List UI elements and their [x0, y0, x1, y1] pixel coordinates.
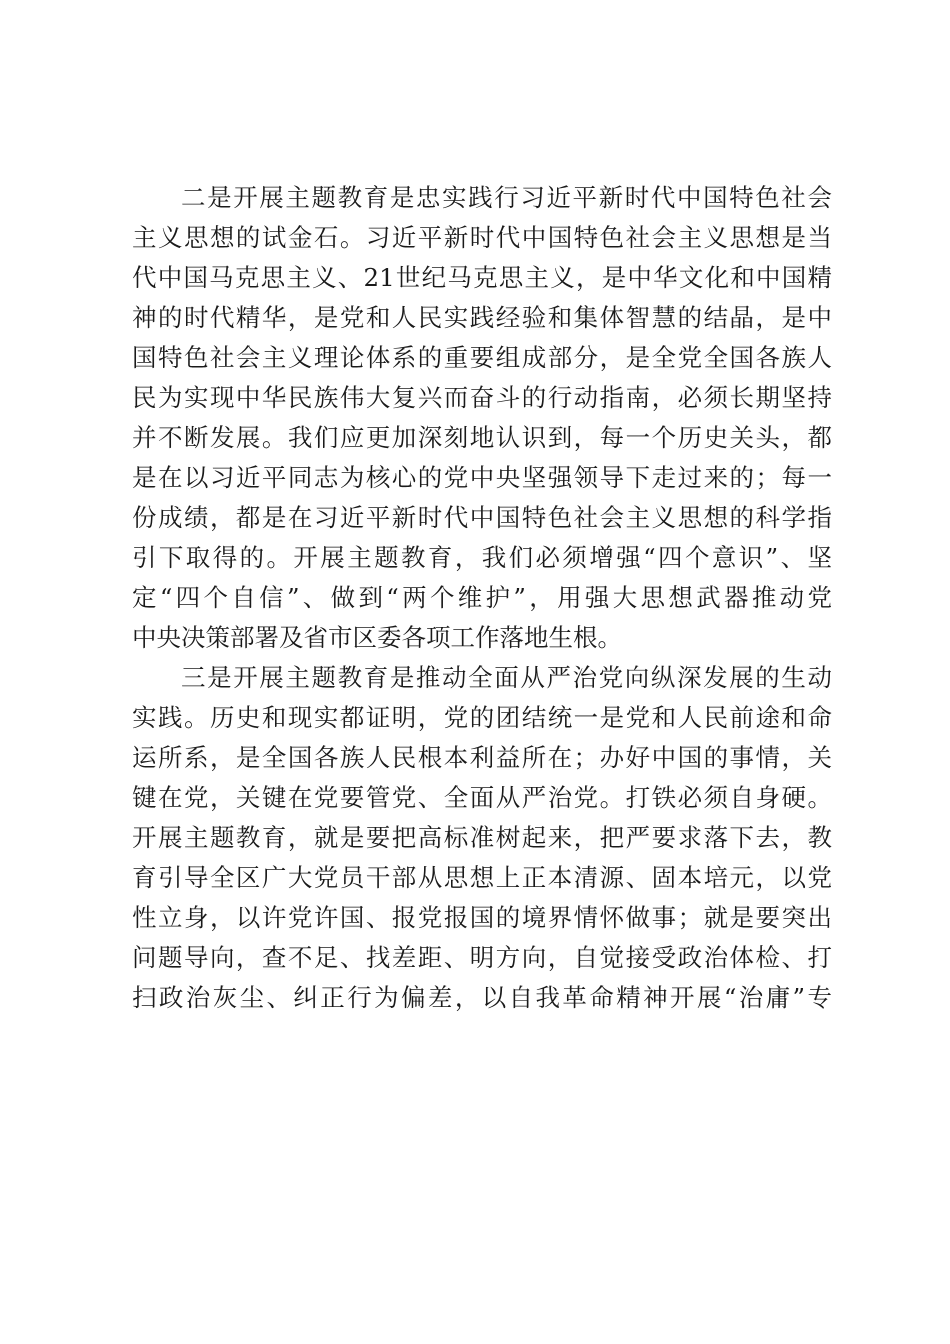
text-line: 是在以习近平同志为核心的党中央坚强领导下走过来的；每一: [132, 463, 832, 492]
text-line: 定“四个自信”、做到“两个维护”，用强大思想武器推动党: [132, 583, 832, 612]
text-line: 民为实现中华民族伟大复兴而奋斗的行动指南，必须长期坚持: [132, 383, 832, 412]
paragraph-1: [132, 178, 832, 658]
text-line: 实践。历史和现实都证明，党的团结统一是党和人民前途和命: [132, 703, 832, 732]
text-line: 并不断发展。我们应更加深刻地认识到，每一个历史关头，都: [132, 423, 832, 452]
text-line: 国特色社会主义理论体系的重要组成部分，是全党全国各族人: [132, 343, 832, 372]
text-line: 育引导全区广大党员干部从思想上正本清源、固本培元，以党: [132, 863, 832, 892]
text-line: 键在党，关键在党要管党、全面从严治党。打铁必须自身硬。: [132, 783, 832, 812]
text-line: 性立身，以许党许国、报党报国的境界情怀做事；就是要突出: [132, 903, 832, 932]
text-line: 三是开展主题教育是推动全面从严治党向纵深发展的生动: [181, 663, 832, 692]
text-line: 运所系，是全国各族人民根本利益所在；办好中国的事情，关: [132, 743, 832, 772]
text-line: 代中国马克思主义、21世纪马克思主义，是中华文化和中国精: [132, 263, 832, 292]
text-line: 份成绩，都是在习近平新时代中国特色社会主义思想的科学指: [132, 503, 832, 532]
text-line: 二是开展主题教育是忠实践行习近平新时代中国特色社会: [181, 183, 832, 212]
text-line: 引下取得的。开展主题教育，我们必须增强“四个意识”、坚: [132, 543, 832, 572]
text-line: 中央决策部署及省市区委各项工作落地生根。: [132, 623, 622, 652]
text-line: 神的时代精华，是党和人民实践经验和集体智慧的结晶，是中: [132, 303, 832, 332]
document-body: [132, 178, 832, 1018]
paragraph-2: [132, 658, 832, 1018]
text-line: 问题导向，查不足、找差距、明方向，自觉接受政治体检、打: [132, 943, 832, 972]
text-line: 开展主题教育，就是要把高标准树起来，把严要求落下去，教: [132, 823, 832, 852]
text-line: 扫政治灰尘、纠正行为偏差，以自我革命精神开展“治庸”专: [132, 983, 832, 1012]
text-line: 主义思想的试金石。习近平新时代中国特色社会主义思想是当: [132, 223, 832, 252]
